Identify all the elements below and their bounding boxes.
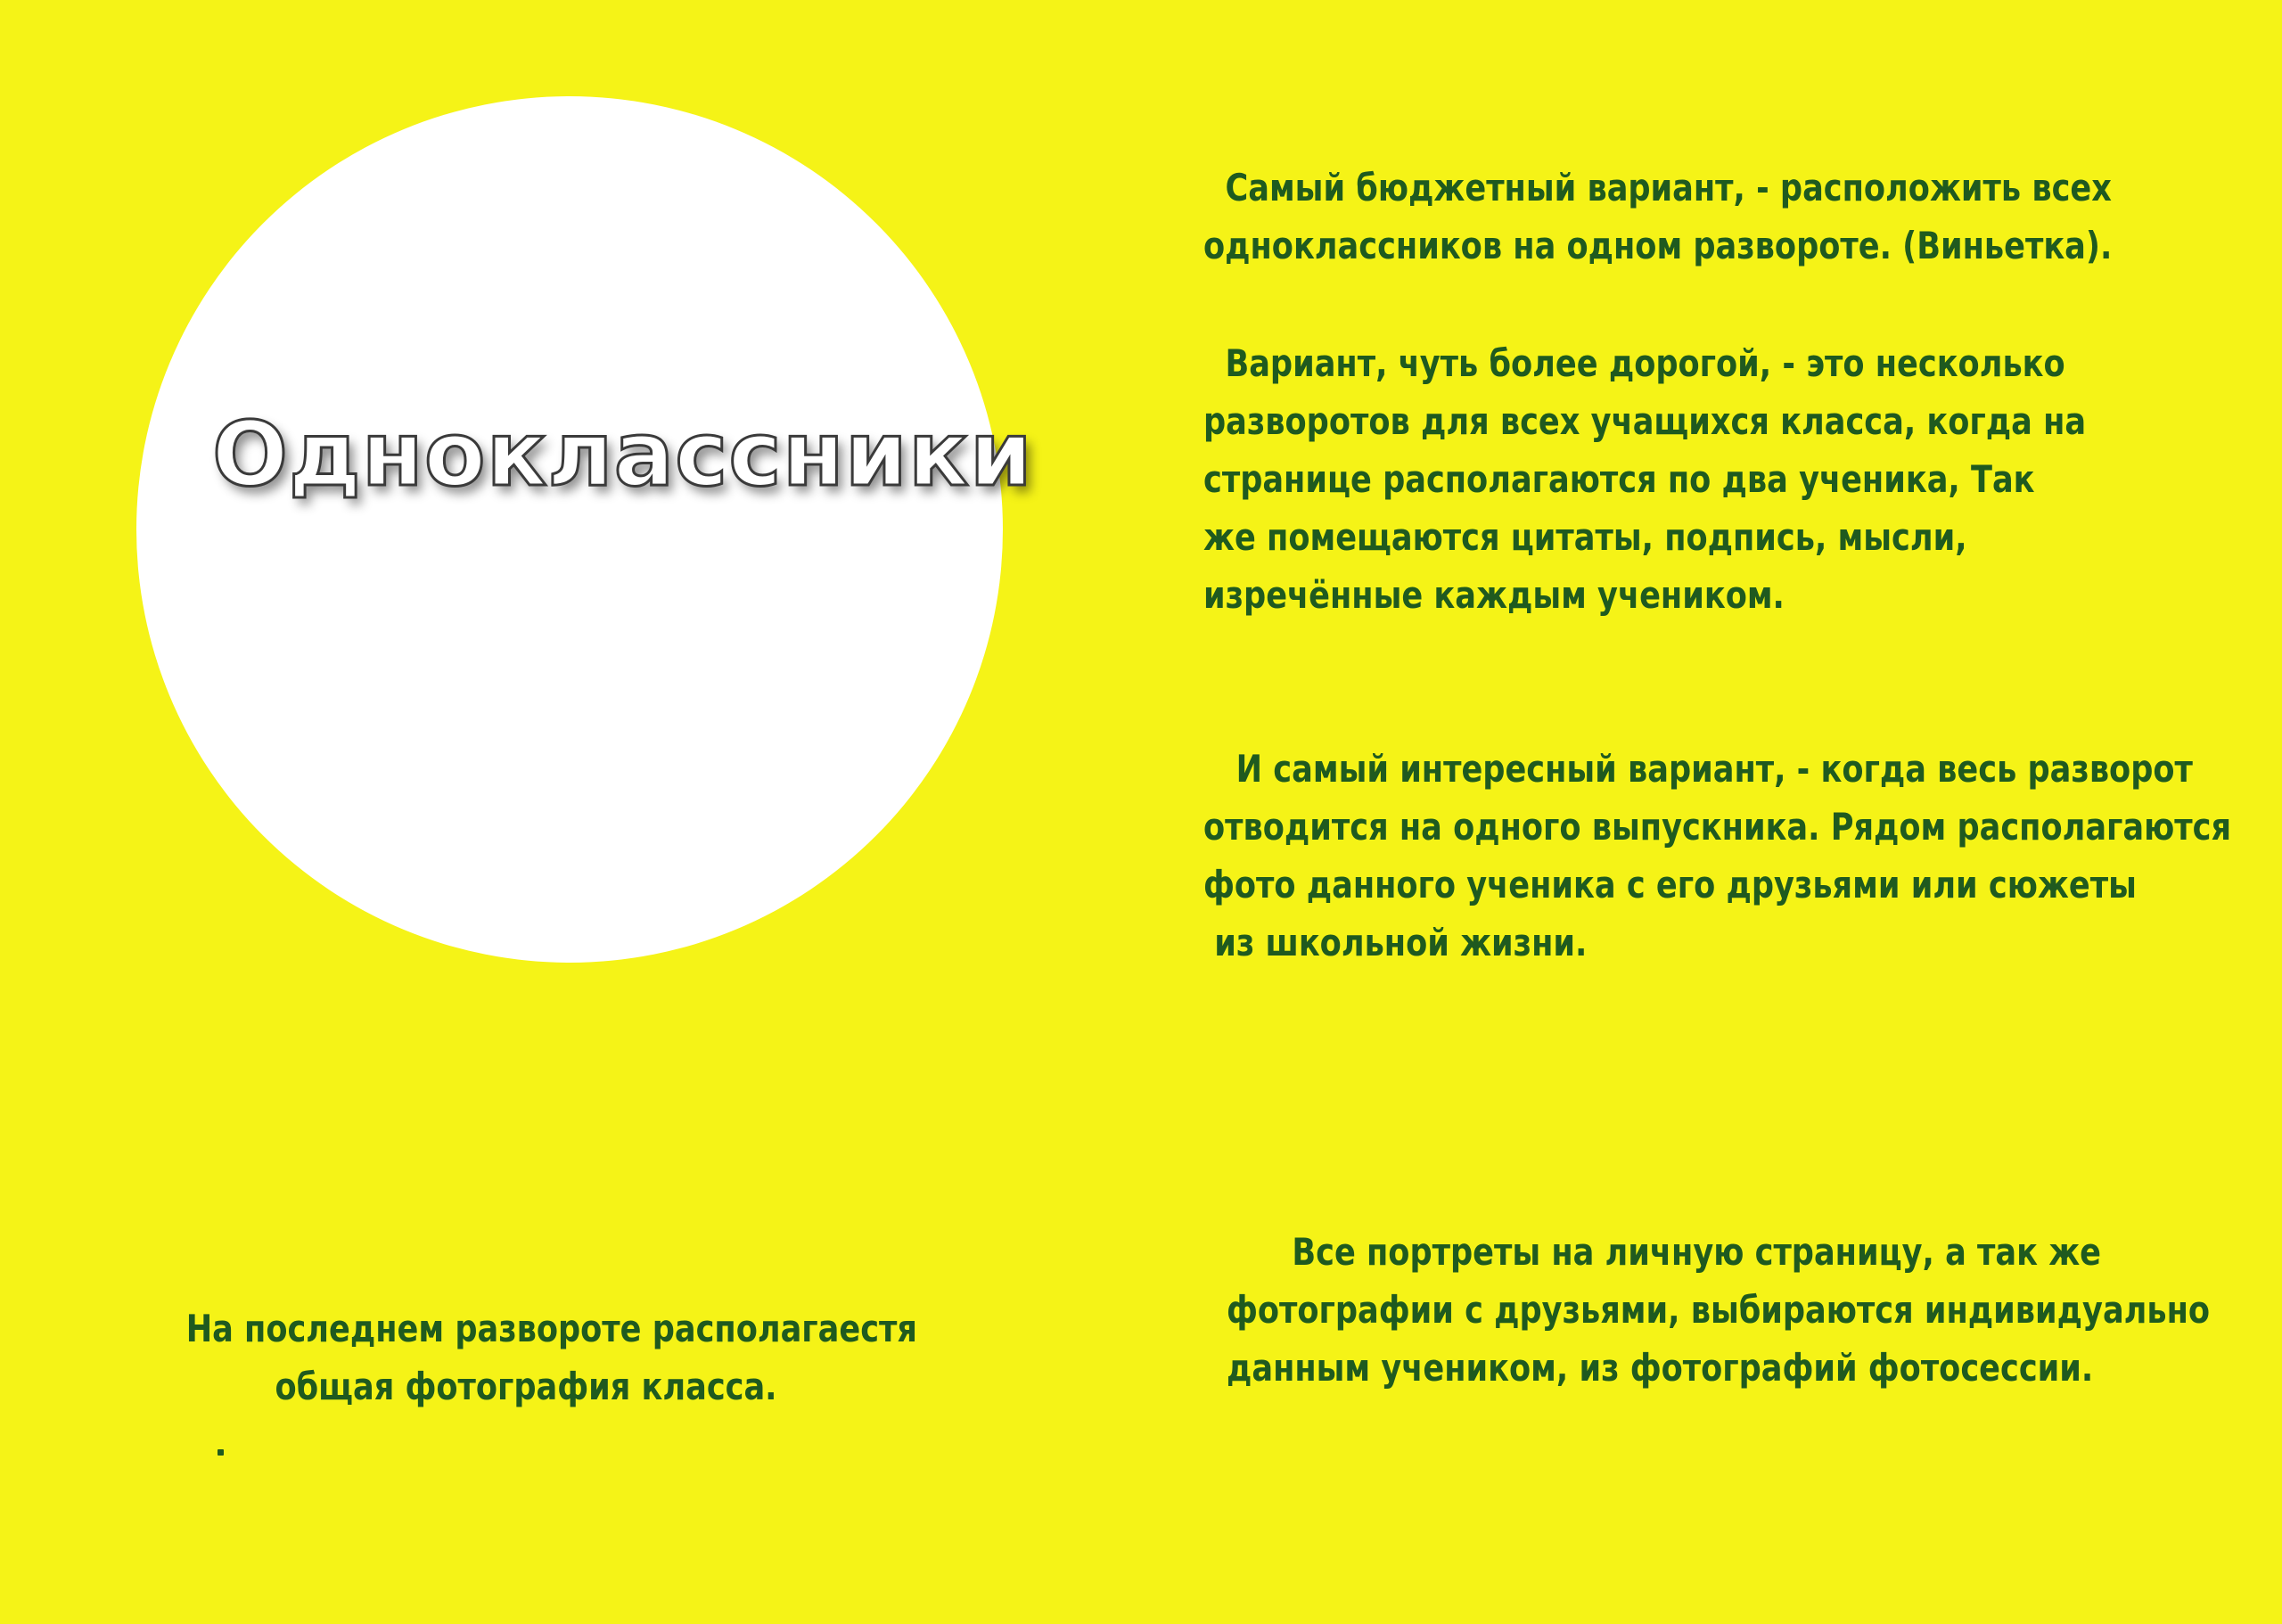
title-circle: [136, 96, 1033, 963]
paragraph-more-expensive-option: Вариант, чуть более дорогой, - это несколько разворотов для всех учащихся класса, когда на странице располагаются по два ученика, Так же помещаются цитаты, подпись, мысли, изречённые каждым учеником.: [1203, 341, 2087, 617]
stray-dot: [218, 1449, 224, 1456]
paragraph-last-spread: На последнем развороте располагаестя общая фотография класса.: [185, 1307, 917, 1408]
paragraph-budget-option: Самый бюджетный вариант, - расположить всех одноклассников на одном развороте. (Виньетка).: [1203, 166, 2113, 267]
page-title: Одноклассники: [212, 402, 1033, 506]
paragraph-portraits: Все портреты на личную страницу, а так же фотографии с друзьями, выбираются индивидуально данным учеником, из фотографий фотосессии.: [1227, 1230, 2211, 1390]
paragraph-most-interesting-option: И самый интересный вариант, - когда весь разворот отводится на одного выпускника. Рядом располагаются фото данного ученика с его друзьями или сюжеты из школьной жизни.: [1203, 747, 2232, 964]
